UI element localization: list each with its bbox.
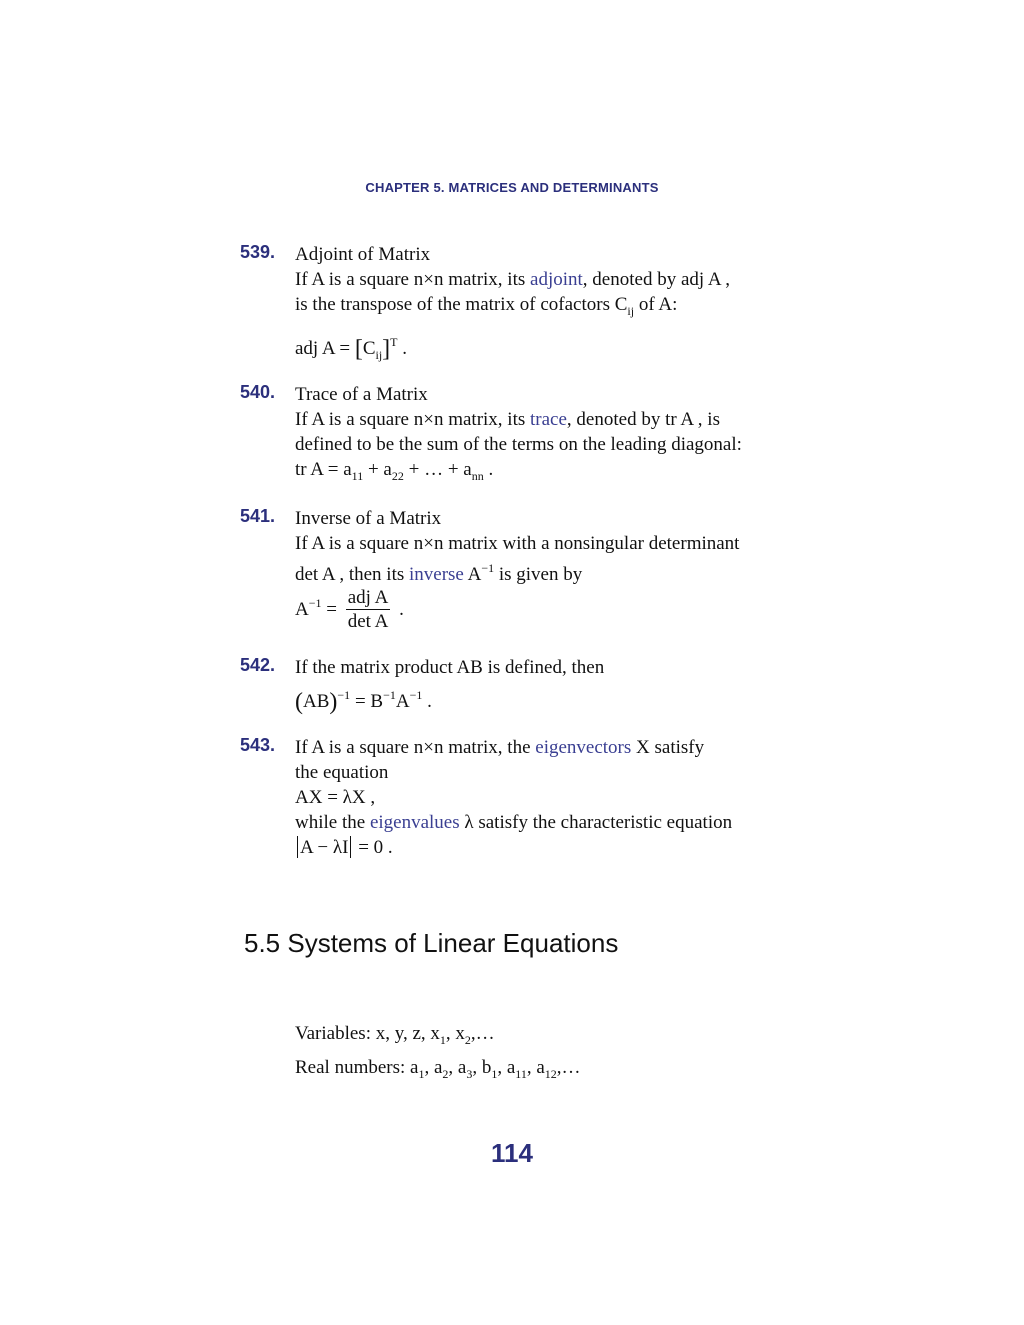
variables-line: Variables: x, y, z, $x_1$, $x_2,\dots$ [295,1023,495,1047]
statement-line: while the eigenvalues λ satisfy the characteristic equation [295,812,733,833]
item-body [295,655,785,715]
running-head: CHAPTER 5. MATRICES AND DETERMINANTS [365,180,659,195]
item-number: 540. [240,382,276,402]
page-number: 114 [491,1138,533,1168]
definition-line: det A , then its inverse $A^{-1}$ is given by [295,561,583,585]
definition-line: If A is a square n×n matrix with a nonsingular determinant [295,533,740,554]
term-inverse: inverse [409,564,464,585]
variables-block [295,1020,581,1088]
term-adjoint: adjoint [530,269,583,290]
term-eigenvalues: eigenvalues [369,812,460,833]
item-title: Inverse of a Matrix [295,508,442,529]
item-number: 541. [240,506,276,526]
formula-product-inverse: $(AB)^{-1} = B^{-1}A^{-1}$ . [295,688,432,715]
fraction: $\frac{\text{adj A}}{\text{det A}}$ [347,587,389,632]
abs-bar-left [297,836,298,858]
definition-line: If A is a square n×n matrix, its adjoint, denoted by adj A , [295,269,731,290]
abs-bar-right [350,836,351,858]
item-number: 542. [240,655,276,675]
item-title: Trace of a Matrix [295,384,428,405]
item-body [295,735,785,860]
term-eigenvectors: eigenvectors [535,737,632,758]
definition-line: is the transpose of the matrix of cofactors $C_{ij}$ of A: [295,294,678,318]
real-numbers-line: Real numbers: $a_1$, $a_2$, $a_3$, $b_1$, $a_{11}$, $a_{12},\dots$ [295,1057,581,1081]
item-title: Adjoint of Matrix [295,244,431,265]
definition-line: defined to be the sum of the terms on the leading diagonal: [295,434,742,455]
formula-eigen: AX = λX , [295,787,376,808]
term-trace: trace [530,409,567,430]
item-body [295,506,785,634]
statement-line: If the matrix product AB is defined, then [295,657,605,678]
statement-line: If A is a square n×n matrix, the eigenvectors X satisfy [295,737,705,758]
formula-trace: tr $A = a_{11} + a_{22}$ + … + $a_{nn}$ . [295,459,494,483]
item-number: 539. [240,242,276,262]
item-body [295,382,785,489]
statement-line: the equation [295,762,389,783]
item-number: 543. [240,735,276,755]
definition-line: If A is a square n×n matrix, its trace, denoted by tr A , is [295,409,720,430]
formula-inverse: $A^{-1}$ = $\frac{\text{adj A}}{\text{det A}}$ . [295,587,404,632]
formula-adjoint: adj $A = [C_{ij}]^T$ . [295,335,408,362]
item-body [295,242,785,368]
formula-characteristic: A − λI = 0 . [295,835,785,860]
section-title: 5.5 Systems of Linear Equations [244,928,619,958]
